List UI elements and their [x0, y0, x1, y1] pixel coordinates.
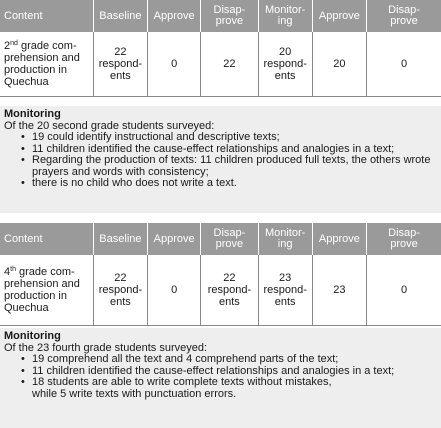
monitoring-list [4, 132, 437, 190]
content-text: grade com- prehension and production in Quechua [4, 266, 80, 314]
monitoring-section-grade-2 [0, 106, 441, 213]
content-cell [0, 255, 93, 325]
approve-cell: 0 [147, 255, 200, 325]
approve-cell: 0 [147, 32, 200, 96]
header-content: Content [4, 232, 43, 245]
grade-suffix: nd [10, 40, 18, 47]
monitoring-cell: 23 respond- ents [258, 255, 312, 325]
grade-suffix: th [10, 266, 16, 273]
list-item: • 19 comprehend all the text and 4 comprehend parts of the text; [32, 354, 437, 366]
header-content: Content [4, 9, 43, 22]
disapprove-cell: 22 [200, 32, 257, 96]
grade-number: 2 [4, 40, 11, 52]
table-row [0, 255, 441, 326]
table-header [0, 223, 441, 255]
monitoring-cell: 20 respond- ents [258, 32, 312, 96]
monitoring-title: Monitoring [4, 108, 61, 120]
list-item: • Regarding the production of texts: 11 children produced full texts, the others wrote prayers and words with consistency; [32, 155, 437, 178]
header-approve-2: Approve [312, 223, 366, 255]
table-row [0, 32, 441, 97]
list-item: • 18 students are able to write complete texts without mistakes, while 5 write texts with punctuation errors. [32, 377, 437, 400]
list-item: • 11 children identified the cause-effect relationships and analogies in a text; [32, 366, 437, 378]
header-disapprove: Disap- prove [200, 223, 257, 255]
header-monitoring: Monitor- ing [258, 0, 312, 32]
baseline-cell: 22 respond- ents [93, 255, 147, 325]
table-header [0, 0, 441, 32]
disapprove-2-cell: 0 [366, 255, 441, 325]
results-table-grade-4 [0, 223, 441, 326]
disapprove-2-cell: 0 [366, 32, 441, 96]
approve-2-cell: 20 [312, 32, 366, 96]
disapprove-cell: 22 respond- ents [200, 255, 257, 325]
monitoring-intro: Of the 20 second grade students surveyed: [4, 119, 215, 132]
baseline-cell: 22 respond- ents [93, 32, 147, 96]
list-item: • 11 children identified the cause-effect relationships and analogies in a text; [32, 144, 437, 156]
monitoring-list [4, 354, 437, 400]
header-approve: Approve [147, 223, 200, 255]
content-cell [0, 32, 93, 96]
monitoring-section-grade-4 [0, 328, 441, 428]
header-monitoring: Monitor- ing [258, 223, 312, 255]
monitoring-title: Monitoring [4, 330, 61, 342]
header-baseline: Baseline [93, 223, 147, 255]
monitoring-intro: Of the 23 fourth grade students surveyed: [4, 341, 208, 354]
header-approve-2: Approve [312, 0, 366, 32]
content-text: grade com- prehension and production in Quechua [4, 40, 80, 88]
approve-2-cell: 23 [312, 255, 366, 325]
grade-number: 4 [4, 266, 11, 278]
header-disapprove-2: Disap- prove [366, 0, 441, 32]
header-approve: Approve [147, 0, 200, 32]
list-item: • there is no child who does not write a text. [32, 178, 437, 190]
header-disapprove: Disap- prove [200, 0, 257, 32]
results-table-grade-2 [0, 0, 441, 97]
header-disapprove-2: Disap- prove [366, 223, 441, 255]
list-item: • 19 could identify instructional and descriptive texts; [32, 132, 437, 144]
header-baseline: Baseline [93, 0, 147, 32]
